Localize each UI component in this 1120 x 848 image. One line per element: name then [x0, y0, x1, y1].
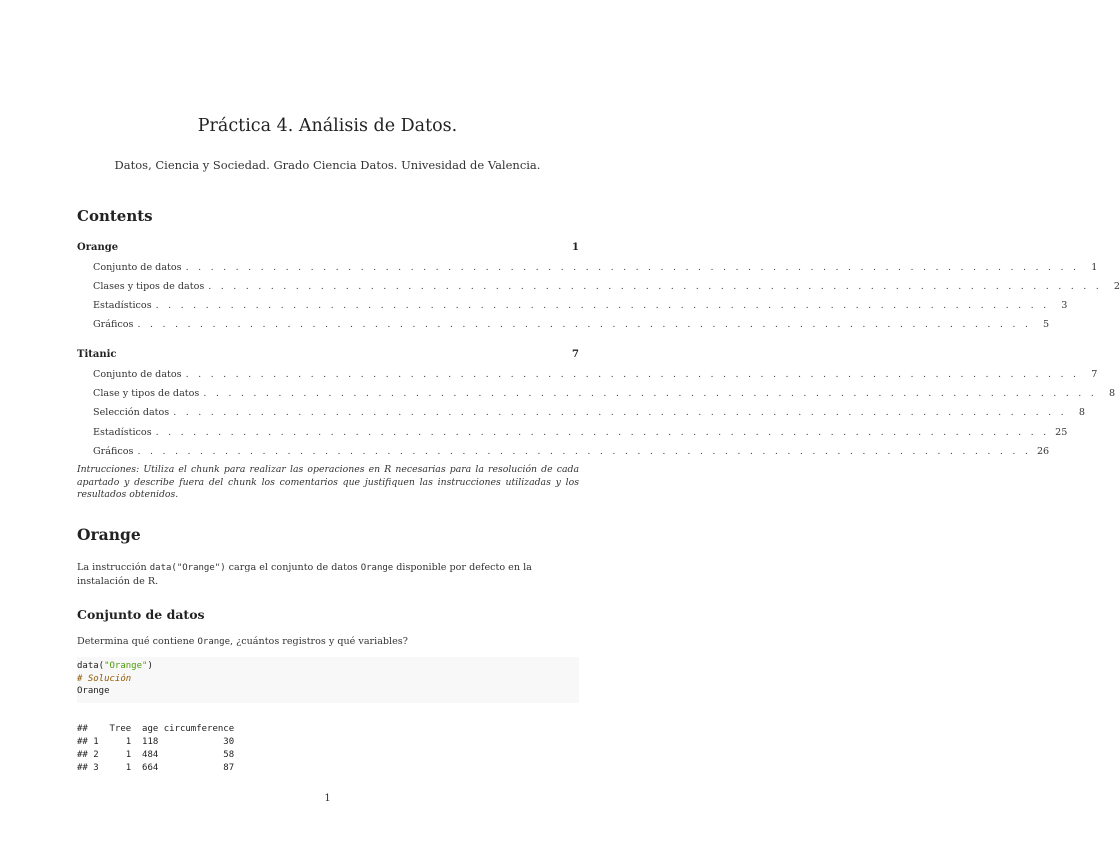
code-string: "Orange" — [104, 661, 148, 671]
text-run: Determina qué contiene — [77, 636, 198, 647]
toc-item-page: 8 — [1108, 388, 1116, 399]
inline-code: data("Orange") — [149, 563, 226, 573]
toc-item-page: 8 — [1078, 407, 1085, 418]
toc-item[interactable] — [93, 407, 1085, 418]
toc-section-label: Orange — [77, 242, 119, 253]
toc-section-titanic[interactable] — [77, 349, 579, 360]
text-run: carga el conjunto de datos — [225, 562, 361, 573]
document-subtitle: Datos, Ciencia y Sociedad. Grado Ciencia Datos. Univesidad de Valencia. — [114, 158, 541, 172]
toc-item[interactable] — [93, 281, 1120, 292]
toc-item[interactable] — [93, 369, 1098, 380]
toc-item[interactable] — [93, 388, 1116, 399]
toc-leader-dots: . . . . . . . . . . . . . . . . . . . . . . . . . . . . . . . . . . . . . . . . . . . . . . . . . . . . . . . . . . . . . . . . . . . . . . . . — [137, 446, 1032, 457]
toc-leader-dots: . . . . . . . . . . . . . . . . . . . . . . . . . . . . . . . . . . . . . . . . . . . . . . . . . . . . . . . . . . . . . . . . . . . . . . . . — [173, 407, 1067, 418]
toc-section-label: Titanic — [77, 349, 117, 360]
section-heading-orange: Orange — [77, 525, 141, 544]
toc-item-label: Gráficos — [93, 319, 134, 330]
code-comment: # Solución — [77, 673, 132, 684]
code-line — [77, 660, 579, 673]
output-row: ## 3 1 664 87 — [77, 763, 235, 773]
toc-item-label: Selección datos — [93, 407, 170, 418]
toc-leader-dots: . . . . . . . . . . . . . . . . . . . . . . . . . . . . . . . . . . . . . . . . . . . . . . . . . . . . . . . . . . . . . . . . . . . . . . . . — [203, 388, 1098, 399]
code-paren: ) — [147, 661, 153, 671]
toc-leader-dots: . . . . . . . . . . . . . . . . . . . . . . . . . . . . . . . . . . . . . . . . . . . . . . . . . . . . . . . . . . . . . . . . . . . . . . . . — [185, 369, 1080, 380]
toc-leader-dots: . . . . . . . . . . . . . . . . . . . . . . . . . . . . . . . . . . . . . . . . . . . . . . . . . . . . . . . . . . . . . . . . . . . . . . . . — [208, 281, 1102, 292]
toc-item-page: 5 — [1043, 319, 1050, 330]
contents-heading: Contents — [77, 207, 153, 225]
toc-item-label: Conjunto de datos — [93, 369, 182, 380]
toc-item[interactable] — [93, 300, 1068, 311]
toc-item[interactable] — [93, 446, 1050, 457]
toc-leader-dots: . . . . . . . . . . . . . . . . . . . . . . . . . . . . . . . . . . . . . . . . . . . . . . . . . . . . . . . . . . . . . . . . . . . . . . . . — [185, 262, 1080, 273]
code-fn: data( — [77, 661, 105, 671]
document-title: Práctica 4. Análisis de Datos. — [197, 116, 458, 136]
subsection-heading: Conjunto de datos — [77, 607, 205, 622]
output-row: ## 2 1 484 58 — [77, 750, 235, 760]
instructions-paragraph: Intrucciones: Utiliza el chunk para realizar las operaciones en R necesarias para la resolución de cada apartado y describe fuera del chunk los comentarios que justifiquen las instrucciones utilizadas y los resultados obtenidos. — [77, 464, 579, 500]
r-output — [77, 723, 234, 775]
inline-code: Orange — [360, 563, 394, 573]
page-number: 1 — [324, 793, 331, 804]
text-run: disponible por defecto en la instalación de R. — [77, 562, 532, 587]
output-row: ## 1 1 118 30 — [77, 737, 235, 747]
toc-item-label: Clase y tipos de datos — [93, 388, 200, 399]
toc-section-page: 7 — [572, 349, 579, 360]
output-header: ## Tree age circumference — [77, 724, 235, 734]
toc-item[interactable] — [93, 427, 1068, 438]
toc-section-orange[interactable] — [77, 242, 579, 253]
toc-leader-dots: . . . . . . . . . . . . . . . . . . . . . . . . . . . . . . . . . . . . . . . . . . . . . . . . . . . . . . . . . . . . . . . . . . . . . . . . — [137, 319, 1032, 330]
toc-item-label: Estadísticos — [93, 300, 152, 311]
text-run: La instrucción — [77, 562, 150, 573]
code-line: Orange — [77, 686, 110, 696]
toc-item[interactable] — [93, 319, 1050, 330]
toc-item[interactable] — [93, 262, 1098, 273]
toc-section-page: 1 — [572, 242, 579, 253]
toc-item-page: 26 — [1036, 446, 1050, 457]
toc-leader-dots: . . . . . . . . . . . . . . . . . . . . . . . . . . . . . . . . . . . . . . . . . . . . . . . . . . . . . . . . . . . . . . . . . . . . . . . . — [155, 300, 1050, 311]
orange-intro-paragraph — [77, 561, 579, 588]
toc-item-page: 3 — [1061, 300, 1068, 311]
toc-item-page: 25 — [1055, 427, 1068, 438]
text-run: , ¿cuántos registros y qué variables? — [230, 636, 408, 647]
r-code-chunk[interactable] — [77, 657, 579, 703]
toc-item-page: 2 — [1113, 281, 1120, 292]
subsection-paragraph — [77, 636, 579, 647]
toc-item-page: 7 — [1091, 369, 1098, 380]
toc-item-label: Gráficos — [93, 446, 134, 457]
toc-leader-dots: . . . . . . . . . . . . . . . . . . . . . . . . . . . . . . . . . . . . . . . . . . . . . . . . . . . . . . . . . . . . . . . . . . . . . . . . — [155, 427, 1050, 438]
toc-item-label: Clases y tipos de datos — [93, 281, 205, 292]
toc-item-label: Estadísticos — [93, 427, 152, 438]
inline-code: Orange — [197, 637, 230, 647]
toc-item-label: Conjunto de datos — [93, 262, 182, 273]
toc-item-page: 1 — [1091, 262, 1098, 273]
